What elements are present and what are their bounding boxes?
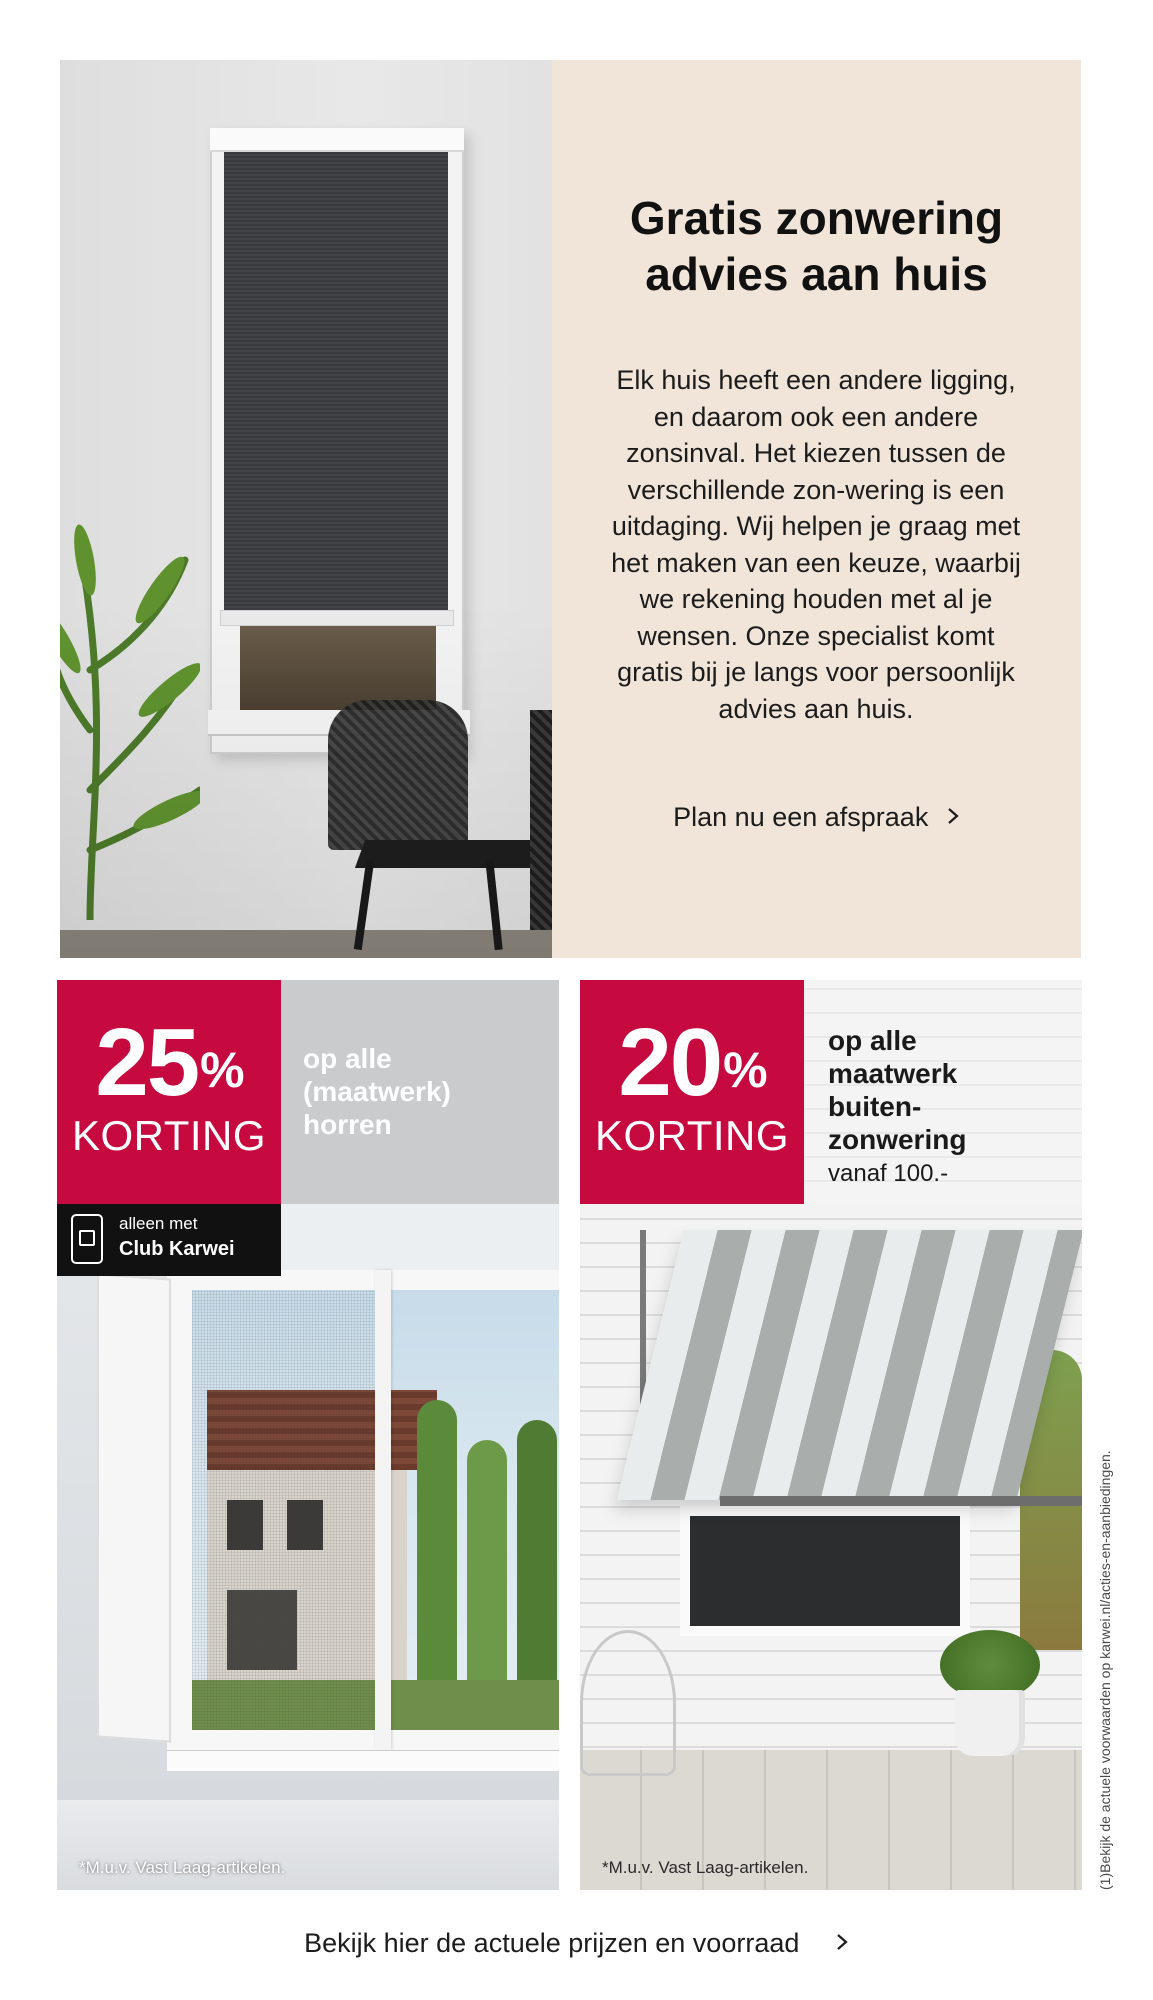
promo-line: maatwerk [828, 1058, 958, 1089]
promo-headline [828, 1024, 1068, 1156]
title-line-1: Gratis zonwering [629, 192, 1004, 244]
view-prices-link[interactable] [0, 1928, 1153, 1959]
promo-card-horren[interactable] [57, 980, 559, 1890]
terms-side-note: (1)Bekijk de actuele voorwaarden op karwei.nl/acties-en-aanbiedingen. [1097, 1450, 1113, 1890]
promo-line: op alle [828, 1025, 917, 1056]
promo-line: horren [303, 1109, 392, 1140]
club-line-1: alleen met [119, 1214, 198, 1233]
phone-card-icon [71, 1214, 103, 1264]
chevron-right-icon [946, 802, 960, 833]
promo-disclaimer: *M.u.v. Vast Laag-artikelen. [602, 1858, 809, 1877]
discount-value: 20% [618, 1009, 766, 1116]
discount-badge [57, 980, 281, 1204]
discount-badge [580, 980, 804, 1204]
discount-word: KORTING [594, 1112, 790, 1159]
awning-front-bar [720, 1496, 1082, 1506]
club-karwei-badge [57, 1204, 281, 1276]
striped-awning [616, 1230, 1082, 1500]
chevron-right-icon [835, 1928, 849, 1959]
promo-line: zonwering [828, 1124, 967, 1155]
roller-blind-photo [60, 60, 552, 958]
window-sill [167, 1750, 559, 1771]
plan-appointment-label: Plan nu een afspraak [673, 802, 929, 832]
club-line-2: Club Karwei [119, 1238, 235, 1260]
open-window-sash [97, 1273, 171, 1742]
promo-card-zonwering[interactable] [580, 980, 1082, 1890]
promo-disclaimer: *M.u.v. Vast Laag-artikelen. [79, 1858, 286, 1877]
promo-line: op alle [303, 1043, 392, 1074]
window [680, 1506, 970, 1636]
promo-min-price: vanaf 100.- [828, 1160, 949, 1187]
advice-title [552, 190, 1081, 302]
advice-body: Elk huis heeft een andere ligging, en daarom ook een andere zonsinval. Het kiezen tussen de verschillende zon-wering is een uitdaging. Wij helpen je graag met het maken van een keuze, waarbij we rekening houden met al je wensen. Onze specialist komt gratis bij je langs voor persoonlijk advies aan huis. [611, 365, 1021, 724]
insect-screen [192, 1290, 375, 1730]
shadow-overlay [60, 60, 552, 958]
cypress-tree [517, 1420, 557, 1710]
view-prices-label: Bekijk hier de actuele prijzen en voorraad [304, 1928, 800, 1958]
window-mullion [375, 1270, 391, 1750]
discount-word: KORTING [71, 1112, 267, 1159]
wire-chair [580, 1630, 676, 1776]
cypress-tree [417, 1400, 457, 1700]
promo-line: buiten- [828, 1091, 922, 1122]
plant-pot [955, 1690, 1025, 1756]
plan-appointment-link[interactable] [552, 802, 1081, 833]
title-line-2: advies aan huis [645, 248, 988, 300]
discount-value: 25% [95, 1009, 243, 1116]
promo-headline [303, 1042, 553, 1141]
cypress-tree [467, 1440, 507, 1700]
promo-line: (maatwerk) [303, 1076, 451, 1107]
